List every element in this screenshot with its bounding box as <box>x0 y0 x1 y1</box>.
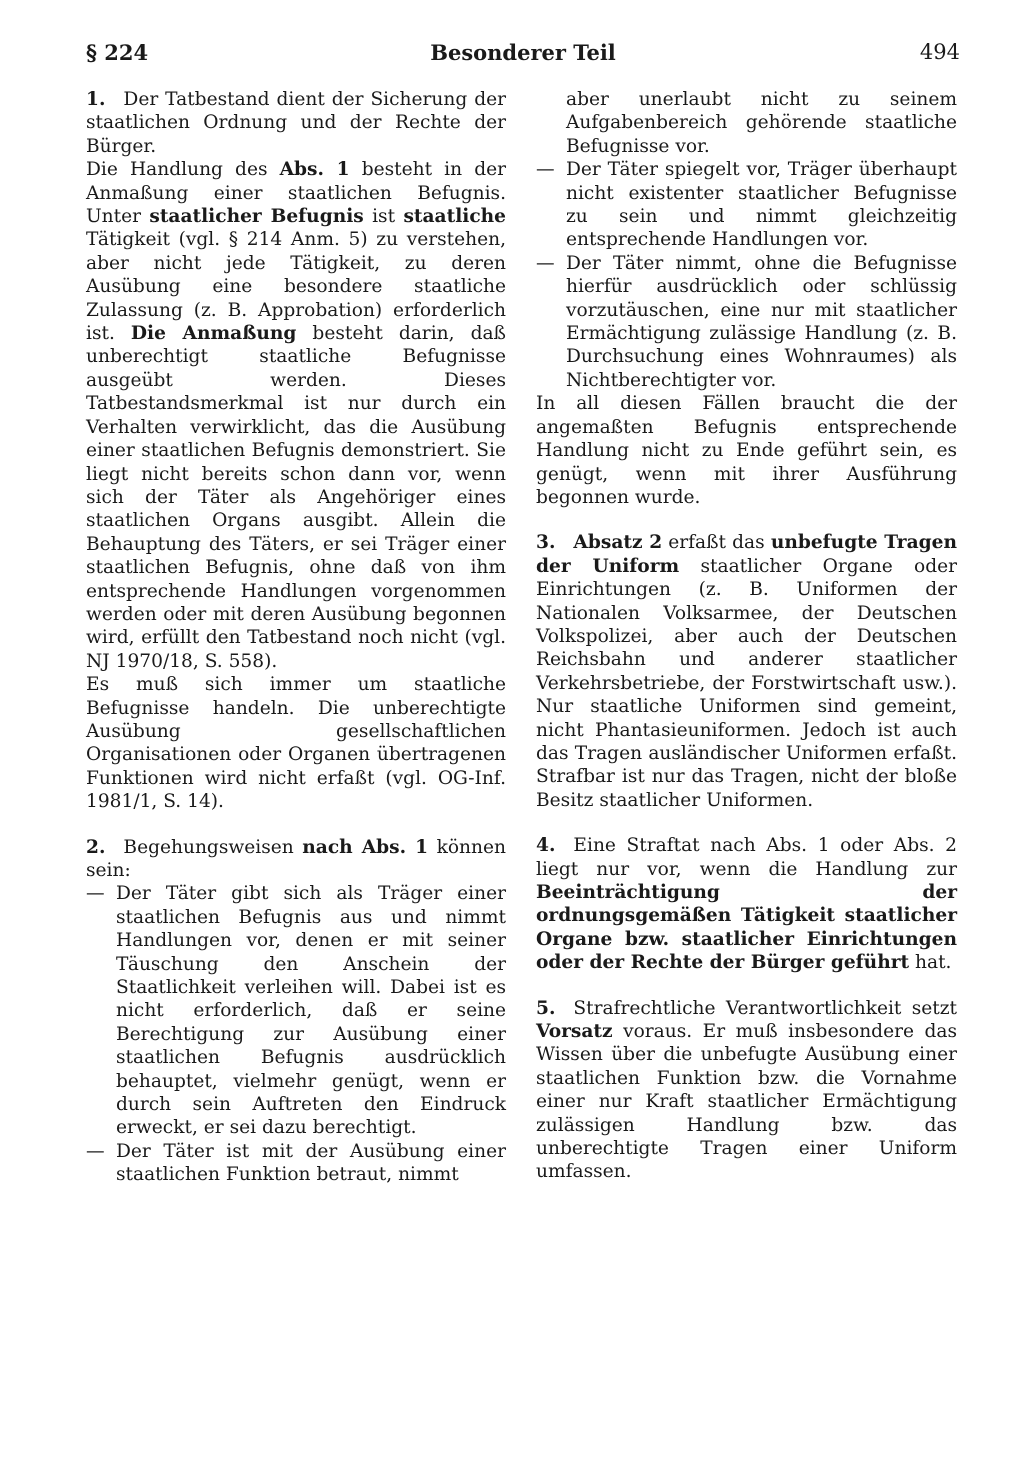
running-title: Besonderer Teil <box>430 40 616 65</box>
note-number: 3. <box>536 532 556 554</box>
left-column <box>86 88 506 1187</box>
note-number: 1. <box>86 89 106 110</box>
right-column <box>536 88 957 1184</box>
note-number: 2. <box>86 836 106 858</box>
paragraph-4: 4. Eine Straftat nach Abs. 1 oder Abs. 2 liegt nur vor, wenn die Handlung zur Beeinträchtigung der ordnungsgemäßen Tätigkeit staatlicher Organe bzw. staatlicher Einrichtungen oder der Rechte der Bürger geführt hat. <box>536 835 957 974</box>
dash-bullet: — <box>86 883 105 905</box>
dash-bullet: — <box>86 1140 105 1162</box>
paragraph-1c: Es muß sich immer um staatliche Befugnisse handeln. Die unberechtigte Ausübung gesellschaftlichen Organisationen oder Organen übertragenen Funktionen wird nicht erfaßt (vgl. OG-Inf. 1981/1, S. 14). <box>86 674 506 813</box>
note-number: 5. <box>536 997 556 1019</box>
list-item: — Der Täter spiegelt vor, Träger überhaupt nicht existenter staatlicher Befugnisse zu sein und nimmt gleichzeitig entsprechende Handlungen vor. <box>536 159 957 251</box>
paragraph-5: 5. Strafrechtliche Verantwortlichkeit setzt Vorsatz voraus. Er muß insbesondere das Wissen über die unbefugte Ausübung einer staatlichen Funktion bzw. die Vornahme einer nur Kraft staatlicher Ermächtigung zulässigen Handlung bzw. das unberechtigte Tragen einer Uniform umfassen. <box>536 997 957 1183</box>
paragraph-1: 1. Der Tatbestand dient der Sicherung der staatlichen Ordnung und der Rechte der Bürger. <box>86 89 506 157</box>
paragraph-2: 2. Begehungsweisen nach Abs. 1 können sein: <box>86 836 506 881</box>
list-item: — Der Täter gibt sich als Träger einer staatlichen Befugnis aus und nimmt Handlungen vor, denen er mit seiner Täuschung den Anschein der Staatlichkeit verleihen will. Dabei ist es nicht erforderlich, daß er seine Berechtigung zur Ausübung einer staatlichen Befugnis ausdrücklich behauptet, vielmehr genügt, wenn er durch sein Auftreten den Eindruck erweckt, er sei dazu berechtigt. <box>86 883 506 1139</box>
page-header <box>86 40 960 74</box>
paragraph-1b: Die Handlung des Abs. 1 besteht in der Anmaßung einer staatlichen Befugnis. Unter staatlicher Befugnis ist staatliche Tätigkeit (vgl. § 214 Anm. 5) zu verstehen, aber nicht jede Tätigkeit, zu deren Ausübung eine besondere staatliche Zulassung (z. B. Approbation) erforderlich ist. Die Anmaßung besteht darin, daß unberechtigt staatliche Befugnisse ausgeübt werden. Dieses Tatbestandsmerkmal ist nur durch ein Verhalten verwirklicht, das die Ausübung einer staatlichen Befugnis demonstriert. Sie liegt nicht bereits schon dann vor, wenn sich der Täter als Angehöriger eines staatlichen Organs ausgibt. Allein die Behauptung des Täters, er sei Träger einer staatlichen Befugnis, ohne daß von ihm entsprechende Handlungen vorgenommen werden oder mit deren Ausübung begonnen wird, erfüllt den Tatbestand noch nicht (vgl. NJ 1970/18, S. 558). <box>86 159 507 672</box>
dash-bullet: — <box>536 159 555 181</box>
page-number: 494 <box>919 40 960 64</box>
dash-bullet: — <box>536 252 555 274</box>
note-number: 4. <box>536 835 556 857</box>
list-item: — Der Täter ist mit der Ausübung einer staatlichen Funktion betraut, nimmt <box>86 1140 506 1186</box>
list-item-continued: aber unerlaubt nicht zu seinem Aufgabenbereich gehörende staatliche Befugnisse vor. <box>566 89 957 157</box>
section-reference: § 224 <box>86 40 149 65</box>
paragraph-3: 3. Absatz 2 erfaßt das unbefugte Tragen der Uniform staatlicher Organe oder Einrichtungen (z. B. Uniformen der Nationalen Volksarmee, der Deutschen Volkspolizei, aber auch der Deutschen Reichsbahn und anderer staatlicher Verkehrsbetriebe, der Forstwirtschaft usw.). Nur staatliche Uniformen sind gemeint, nicht Phantasieuniformen. Jedoch ist auch das Tragen ausländischer Uniformen erfaßt. Strafbar ist nur das Tragen, nicht der bloße Besitz staatlicher Uniformen. <box>536 532 957 811</box>
paragraph-2-conclusion: In all diesen Fällen braucht die der angemaßten Befugnis entsprechende Handlung nicht zu Ende geführt sein, es genügt, wenn mit ihrer Ausführung begonnen wurde. <box>536 393 957 508</box>
list-item: — Der Täter nimmt, ohne die Befugnisse hierfür ausdrücklich oder schlüssig vorzutäuschen, eine nur mit staatlicher Ermächtigung zulässige Handlung (z. B. Durchsuchung eines Wohnraumes) als Nichtberechtigter vor. <box>536 252 957 391</box>
